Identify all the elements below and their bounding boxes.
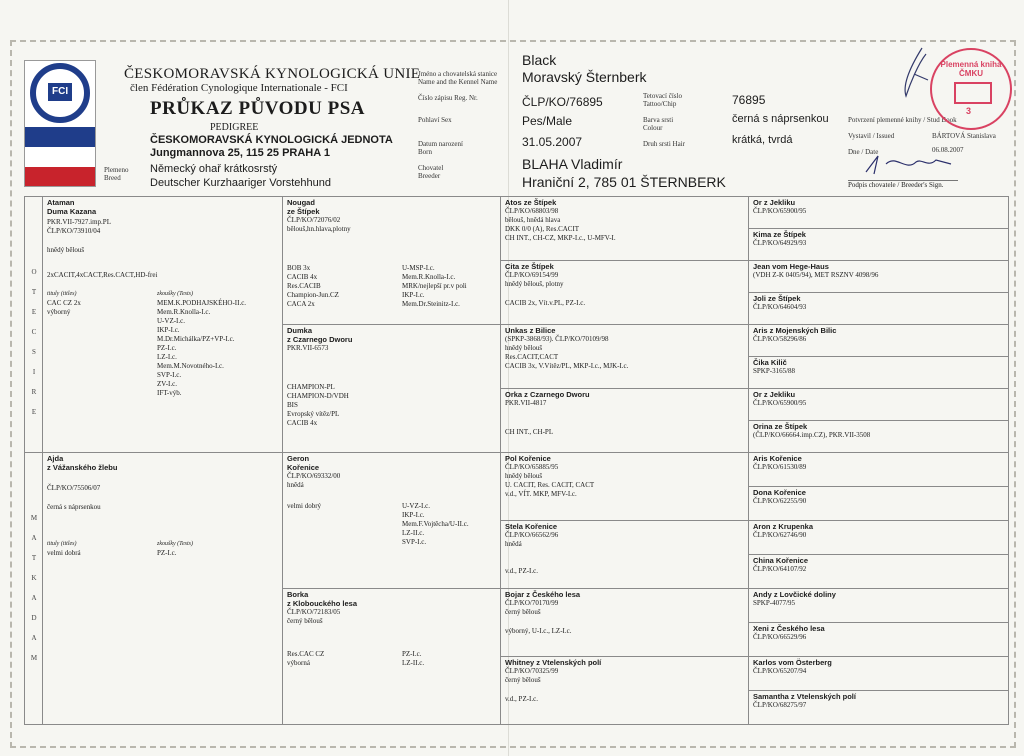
gen4-12-name: Andy z Lovčické doliny (753, 590, 836, 599)
gen4-7-reg: (ČLP/KO/66664.imp.CZ), PKR.VII-3508 (753, 431, 871, 439)
gen3-1-line-1: hnědý bělouš, plotny (505, 280, 564, 288)
gen4-5-name: Čika Kilič (753, 358, 787, 367)
gen2-1-name: Dumka (287, 326, 313, 335)
gen2-2-right-1: IKP-I.c. (402, 511, 425, 519)
gen3-3-name: Orka z Czarnego Dworu (505, 390, 590, 399)
gen3-6-name: Bojar z Českého lesa (505, 590, 581, 599)
gen2-0-right-1: Mem.R.Knolla-I.c. (402, 273, 456, 281)
stamp-number: 3 (966, 106, 972, 116)
dam-tests-label: zkoušky (Tests) (157, 541, 193, 547)
breeder-address: Hraniční 2, 785 01 ŠTERNBERK (522, 174, 726, 190)
gen3-1-line-4: CACIB 2x, Vít.v.PL, PZ-I.c. (505, 299, 586, 307)
gen2-2-left-0: velmi dobrý (287, 502, 322, 510)
gen4-12-reg: SPKP-4077/95 (753, 599, 796, 607)
gen4-8-reg: ČLP/KO/61530/89 (753, 463, 807, 471)
gen4-cell-5 (749, 357, 1009, 389)
name-label: Jméno a chovatelská stanice Name and the Kennel Name (418, 70, 498, 86)
sire-kennel: Duma Kazana (47, 207, 97, 216)
breed-de: Deutscher Kurzhaariger Vorstehhund (150, 177, 331, 189)
gen4-cell-1 (749, 229, 1009, 261)
gen2-1-left-4: CACIB 4x (287, 419, 318, 427)
gen4-cell-7 (749, 421, 1009, 453)
org-fci-member: člen Fédération Cynologique Internationale - FCI (130, 82, 348, 94)
sex-label: Pohlaví Sex (418, 116, 452, 124)
gen2-3-name: Borka (287, 590, 309, 599)
gen4-11-reg: ČLP/KO/64107/92 (753, 565, 807, 573)
gen4-cell-12 (749, 589, 1009, 623)
gen2-1-left-1: CHAMPION-D/VDH (287, 392, 349, 400)
sire-reg1: PKR.VII-7927.imp.PL (47, 218, 111, 226)
gen2-0-name: Nougad (287, 198, 315, 207)
gen2-cell-0 (283, 197, 501, 325)
gen4-cell-2 (749, 261, 1009, 293)
dam-cell (43, 453, 283, 725)
gen4-13-reg: ČLP/KO/66529/96 (753, 633, 807, 641)
gen3-3-line-3: CH INT., CH-PL (505, 428, 554, 436)
kennel-club-name: ČESKOMORAVSKÁ KYNOLOGICKÁ JEDNOTA (150, 134, 393, 146)
gen3-3-line-0: PKR.VII-4817 (505, 399, 547, 407)
sire-cell (43, 197, 283, 453)
colour-value: černá s náprsenkou (732, 113, 829, 125)
document-title: PRŮKAZ PŮVODU PSA (150, 98, 366, 119)
gen3-6-line-3: výborný, U-I.c., LZ-I.c. (505, 627, 572, 635)
sire-side-label: O T E C S I R E (25, 197, 43, 453)
breeder-name: BLAHA Vladimír (522, 156, 623, 172)
gen3-1-name: Cita ze Štípek (505, 262, 554, 271)
gen2-3-kennel: z Klobouckého lesa (287, 599, 358, 608)
kennel-club-address: Jungmannova 25, 115 25 PRAHA 1 (150, 147, 330, 159)
gen2-0-right-2: MRK/nejlepší pr.v poli (402, 282, 467, 290)
gen4-6-reg: ČLP/KO/65900/95 (753, 399, 807, 407)
gen4-4-name: Aris z Mojenských Bilic (753, 326, 837, 335)
gen3-2-line-1: hnědý bělouš (505, 344, 543, 352)
gen3-0-line-2: DKK 0/0 (A), Res.CACIT (505, 225, 580, 233)
gen4-7-name: Orina ze Štípek (753, 422, 808, 431)
sign-line (848, 180, 958, 181)
gen4-cell-3 (749, 293, 1009, 325)
tattoo-label: Tetovací číslo Tattoo/Chip (643, 92, 682, 108)
gen2-2-right-2: Mem.F.Vojtěcha/U-II.c. (402, 520, 469, 528)
dam-side-label: M A T K A D A M (25, 453, 43, 725)
hair-value: krátká, tvrdá (732, 134, 793, 146)
gen2-0-kennel: ze Štípek (287, 207, 320, 216)
gen4-15-name: Samantha z Vtelenských polí (753, 692, 856, 701)
gen2-0-reg: ČLP/KO/72076/02 (287, 216, 341, 224)
breeder-sign-label: Podpis chovatele / Breeder's Sign. (848, 181, 944, 189)
gen3-7-name: Whitney z Vtelenských polí (505, 658, 602, 667)
issued-label: Vystavil / Issued (848, 132, 895, 140)
gen4-cell-4 (749, 325, 1009, 357)
gen2-0-right-4: Mem.Dr.Steinitz-I.c. (402, 300, 460, 308)
dam-tests: PZ-I.c. (157, 549, 177, 557)
sire-test-8: SVP-I.c. (157, 371, 182, 379)
studbook-label: Potvrzení plemenné knihy / Stud Book (848, 116, 957, 124)
sire-test-0: MEM.K.PODHAJSKÉHO-II.c. (157, 299, 247, 307)
sire-test-10: IFT-výb. (157, 389, 182, 397)
gen2-1-left-3: Evropský vítěz/PL (287, 410, 340, 418)
gen4-0-reg: ČLP/KO/65900/95 (753, 207, 807, 215)
gen4-9-name: Dona Kořenice (753, 488, 806, 497)
gen4-10-reg: ČLP/KO/62746/90 (753, 531, 807, 539)
sire-titles: CAC CZ 2x (47, 299, 81, 307)
gen2-2-kennel: Kořenice (287, 463, 320, 472)
gen3-6-line-0: ČLP/KO/70170/99 (505, 599, 559, 607)
gen4-cell-6 (749, 389, 1009, 421)
gen4-1-reg: ČLP/KO/64929/93 (753, 239, 807, 247)
stamp-text: Plemenná kniha ČMKU (940, 60, 1002, 78)
gen2-2-name: Geron (287, 454, 310, 463)
gen2-0-right-0: U-MSP-I.c. (402, 264, 435, 272)
issuer-signature (856, 150, 956, 180)
gen2-0-right-3: IKP-I.c. (402, 291, 425, 299)
gen2-3-right-0: PZ-I.c. (402, 650, 422, 658)
gen4-cell-15 (749, 691, 1009, 725)
gen4-6-name: Or z Jekliku (753, 390, 796, 399)
pedigree-table (24, 196, 1009, 725)
logo-fci-text: FCI (52, 86, 69, 97)
gen2-2-colour: hnědá (287, 481, 304, 489)
document-subtitle: PEDIGREE (210, 122, 259, 133)
gen2-3-right-1: LZ-II.c. (402, 659, 425, 667)
gen2-1-left-2: BIS (287, 401, 298, 409)
gen4-cell-9 (749, 487, 1009, 521)
gen3-cell-6 (501, 589, 749, 657)
dam-reg: ČLP/KO/75506/07 (47, 484, 101, 492)
gen2-0-left-2: Res.CACIB (287, 282, 321, 290)
sire-test-3: IKP-I.c. (157, 326, 180, 334)
sire-health: 2xCACIT,4xCACT,Res.CACT,HD-frei (47, 271, 158, 279)
gen4-14-reg: ČLP/KO/65207/94 (753, 667, 807, 675)
sire-name: Ataman (47, 198, 75, 207)
gen3-4-line-3: v.d., VÍT. MKP, MFV-I.c. (505, 490, 577, 498)
gen2-cell-3 (283, 589, 501, 725)
gen3-cell-7 (501, 657, 749, 725)
issued-by: BÁRTOVÁ Stanislava (932, 132, 996, 140)
gen3-4-line-0: ČLP/KO/65885/95 (505, 463, 559, 471)
tattoo-value: 76895 (732, 93, 766, 107)
dam-colour: černá s náprsenkou (47, 503, 101, 511)
hair-label: Druh srsti Hair (643, 140, 685, 148)
gen2-cell-1 (283, 325, 501, 453)
gen4-1-name: Kima ze Štípek (753, 230, 806, 239)
dog-kennel-name: Moravský Šternberk (522, 69, 647, 85)
date-label: Dne / Date (848, 148, 879, 156)
gen2-3-reg: ČLP/KO/72183/05 (287, 608, 341, 616)
sire-titles-label: tituly (titles) (47, 291, 77, 297)
dam-rating: velmi dobrá (47, 549, 81, 557)
gen2-1-left-0: CHAMPION-PL (287, 383, 335, 391)
gen3-6-line-1: černý bělouš (505, 608, 541, 616)
gen3-2-line-3: CACIB 3x, V.Vítěz/PL, MKP-I.c., MJK-I.c. (505, 362, 629, 370)
gen3-5-line-3: v.d., PZ-I.c. (505, 567, 538, 575)
gen3-0-line-3: CH INT., CH-CZ, MKP-I.c., U-MFV-I. (505, 234, 616, 242)
sire-test-6: LZ-I.c. (157, 353, 177, 361)
gen3-4-line-1: hnědý bělouš (505, 472, 543, 480)
gen4-14-name: Karlos vom Österberg (753, 658, 832, 667)
reg-label: Číslo zápisu Reg. Nr. (418, 94, 478, 102)
gen2-0-left-4: CACA 2x (287, 300, 315, 308)
gen3-cell-1 (501, 261, 749, 325)
sire-reg2: ČLP/KO/73910/04 (47, 227, 101, 235)
gen3-2-line-0: (SPKP-3868/93). ČLP/KO/70109/98 (505, 335, 609, 343)
studbook-stamp (930, 48, 1012, 130)
dog-name: Black (522, 52, 557, 68)
cmku-fci-logo (24, 60, 96, 187)
stamp-logo-icon (954, 82, 992, 104)
gen2-cell-2 (283, 453, 501, 589)
gen3-4-line-2: U. CACIT, Res. CACIT, CACT (505, 481, 595, 489)
gen2-1-reg: PKR.VII-6573 (287, 344, 329, 352)
gen3-2-line-2: Res.CACIT,CACT (505, 353, 559, 361)
sire-test-5: PZ-I.c. (157, 344, 177, 352)
gen2-3-colour: černý bělouš (287, 617, 323, 625)
gen3-7-line-1: černý bělouš (505, 676, 541, 684)
breeder-label: Chovatel Breeder (418, 164, 444, 180)
gen4-11-name: China Kořenice (753, 556, 809, 565)
gen4-9-reg: ČLP/KO/62255/90 (753, 497, 807, 505)
gen3-0-line-1: bělouš, hnědá hlava (505, 216, 561, 224)
gen2-2-right-0: U-VZ-I.c. (402, 502, 430, 510)
born-date: 31.05.2007 (522, 135, 583, 149)
sex-value: Pes/Male (522, 114, 573, 128)
gen2-3-left-0: Res.CAC CZ (287, 650, 325, 658)
sire-tests-label: zkoušky (Tests) (157, 291, 193, 297)
gen2-0-left-1: CACIB 4x (287, 273, 318, 281)
gen4-3-reg: ČLP/KO/64604/93 (753, 303, 807, 311)
gen3-0-name: Atos ze Štípek (505, 198, 557, 207)
gen2-0-colour: bělouš,hn.hlava,plotny (287, 225, 351, 233)
gen3-cell-5 (501, 521, 749, 589)
sire-test-7: Mem.M.Novotného-I.c. (157, 362, 224, 370)
gen4-3-name: Joli ze Štípek (753, 294, 801, 303)
gen3-cell-0 (501, 197, 749, 261)
breed-cz: Německý ohař krátkosrstý (150, 163, 278, 175)
gen2-1-kennel: z Czarnego Dworu (287, 335, 353, 344)
colour-label: Barva srsti Colour (643, 116, 674, 132)
dam-titles-label: tituly (titles) (47, 541, 77, 547)
breed-label: Plemeno Breed (104, 166, 129, 182)
gen2-2-right-4: SVP-I.c. (402, 538, 427, 546)
reg-number: ČLP/KO/76895 (522, 95, 603, 109)
gen2-0-left-3: Champion-Jun.CZ (287, 291, 339, 299)
gen4-2-name: Jean vom Hege-Haus (753, 262, 829, 271)
gen2-2-right-3: LZ-II.c. (402, 529, 425, 537)
gen4-5-reg: SPKP-3165/88 (753, 367, 796, 375)
breeder-signature (892, 44, 932, 104)
gen3-4-name: Pol Kořenice (505, 454, 551, 463)
gen4-4-reg: ČLP/KO/58296/86 (753, 335, 807, 343)
sire-test-1: Mem.R.Knolla-I.c. (157, 308, 211, 316)
gen4-13-name: Xeni z Českého lesa (753, 624, 825, 633)
gen2-3-left-1: výborná (287, 659, 310, 667)
org-name: ČESKOMORAVSKÁ KYNOLOGICKÁ UNIE (124, 66, 421, 82)
issue-date: 06.08.2007 (932, 146, 964, 154)
sire-colour: hnědý bělouš (47, 246, 85, 254)
gen3-5-line-1: hnědá (505, 540, 522, 548)
gen3-7-line-3: v.d., PZ-I.c. (505, 695, 538, 703)
dam-name: Ajda (47, 454, 64, 463)
gen4-cell-13 (749, 623, 1009, 657)
gen2-0-left-0: BOB 3x (287, 264, 311, 272)
sire-test-2: U-VZ-I.c. (157, 317, 185, 325)
gen4-2-reg: (VDH Z-K 0405/94), MET RSZNV 4098/96 (753, 271, 879, 279)
gen3-1-line-0: ČLP/KO/69154/99 (505, 271, 559, 279)
gen3-cell-4 (501, 453, 749, 521)
gen4-10-name: Aron z Krupenka (753, 522, 814, 531)
gen4-8-name: Aris Kořenice (753, 454, 802, 463)
gen3-2-name: Unkas z Bilice (505, 326, 556, 335)
gen4-0-name: Or z Jekliku (753, 198, 796, 207)
gen3-5-name: Stela Kořenice (505, 522, 558, 531)
sire-rating: výborný (47, 308, 71, 316)
sire-test-4: M.Dr.Michálka/PZ+VP-I.c. (157, 335, 235, 343)
gen2-2-reg: ČLP/KO/69332/00 (287, 472, 341, 480)
dam-kennel: z Vážanského žlebu (47, 463, 118, 472)
gen3-cell-2 (501, 325, 749, 389)
gen4-cell-11 (749, 555, 1009, 589)
gen4-cell-14 (749, 657, 1009, 691)
sire-test-9: ZV-I.c. (157, 380, 177, 388)
gen4-cell-0 (749, 197, 1009, 229)
gen3-5-line-0: ČLP/KO/66562/96 (505, 531, 559, 539)
gen4-cell-10 (749, 521, 1009, 555)
born-label: Datum narození Born (418, 140, 463, 156)
gen4-cell-8 (749, 453, 1009, 487)
gen3-0-line-0: ČLP/KO/68803/98 (505, 207, 559, 215)
gen3-7-line-0: ČLP/KO/70325/99 (505, 667, 559, 675)
gen3-cell-3 (501, 389, 749, 453)
gen4-15-reg: ČLP/KO/68275/97 (753, 701, 807, 709)
